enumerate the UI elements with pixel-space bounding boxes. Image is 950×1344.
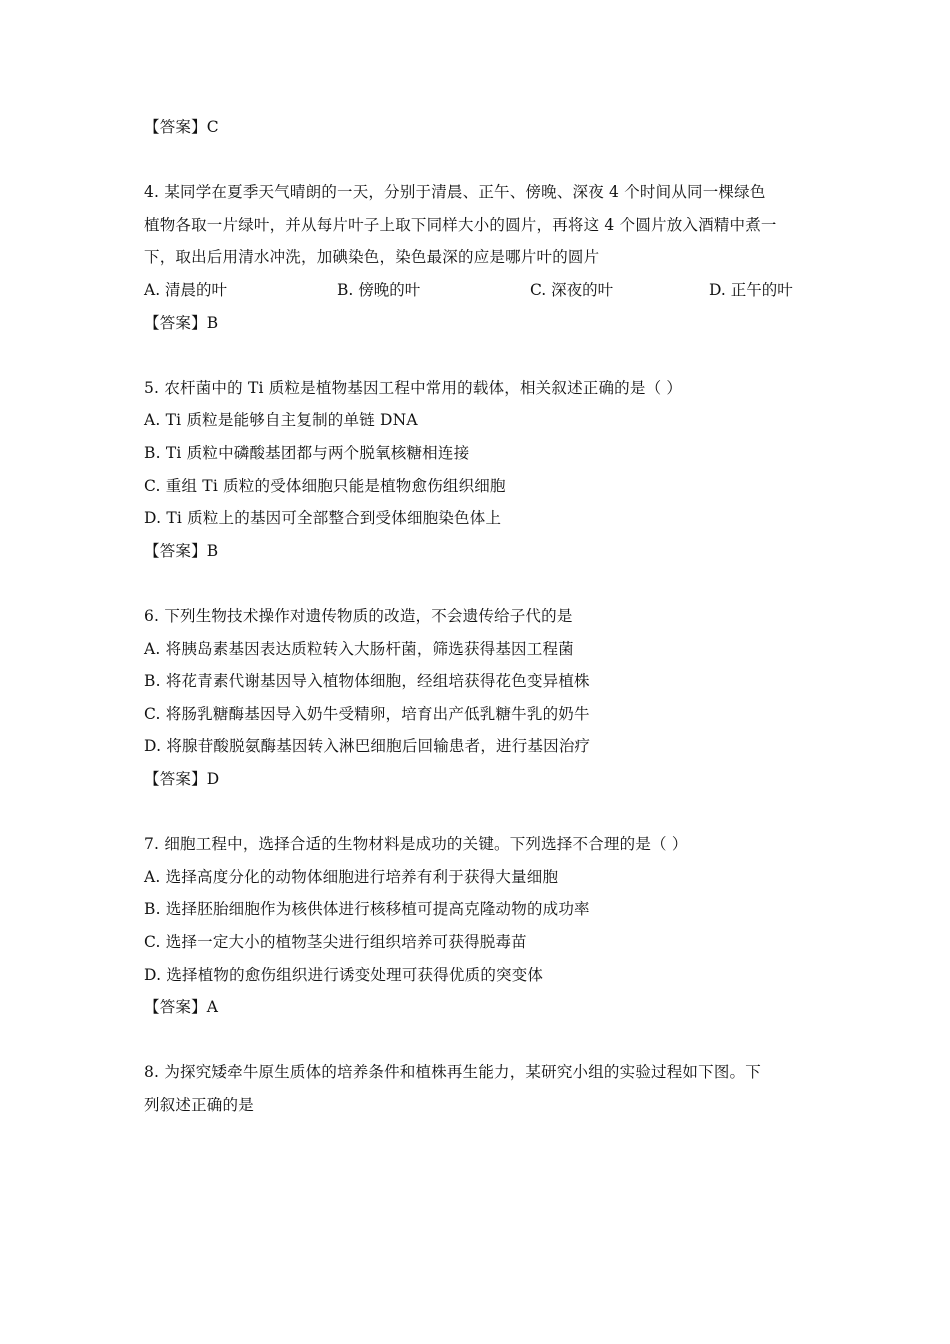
q5-option-d: D. Ti 质粒上的基因可全部整合到受体细胞染色体上 (144, 509, 502, 527)
q4-option-c: C. 深夜的叶 (530, 281, 614, 299)
q4-stem-line-2: 植物各取一片绿叶，并从每片叶子上取下同样大小的圆片，再将这 4 个圆片放入酒精中煮一 (144, 216, 777, 234)
answer-q5: 【答案】B (144, 542, 219, 560)
q5-option-b: B. Ti 质粒中磷酸基团都与两个脱氧核糖相连接 (144, 444, 470, 462)
q4-stem-line-1: 4. 某同学在夏季天气晴朗的一天，分别于清晨、正午、傍晚、深夜 4 个时间从同一棵绿色 (144, 183, 766, 201)
q4-option-b: B. 傍晚的叶 (337, 281, 421, 299)
q5-stem: 5. 农杆菌中的 Ti 质粒是植物基因工程中常用的载体，相关叙述正确的是（ ） (144, 379, 683, 397)
q4-option-d: D. 正午的叶 (709, 281, 793, 299)
q7-option-d: D. 选择植物的愈伤组织进行诱变处理可获得优质的突变体 (144, 966, 544, 984)
q6-option-c: C. 将肠乳糖酶基因导入奶牛受精卵，培育出产低乳糖牛乳的奶牛 (144, 705, 590, 723)
q7-option-a: A. 选择高度分化的动物体细胞进行培养有利于获得大量细胞 (144, 868, 559, 886)
q6-option-d: D. 将腺苷酸脱氨酶基因转入淋巴细胞后回输患者，进行基因治疗 (144, 737, 591, 755)
answer-q7: 【答案】A (144, 998, 219, 1016)
answer-q6: 【答案】D (144, 770, 220, 788)
q7-stem: 7. 细胞工程中，选择合适的生物材料是成功的关键。下列选择不合理的是（ ） (144, 835, 688, 853)
q8-stem-line-2: 列叙述正确的是 (144, 1096, 254, 1114)
q5-option-c: C. 重组 Ti 质粒的受体细胞只能是植物愈伤组织细胞 (144, 477, 506, 495)
q8-stem-line-1: 8. 为探究矮牵牛原生质体的培养条件和植株再生能力，某研究小组的实验过程如下图。下 (144, 1063, 761, 1081)
q6-option-a: A. 将胰岛素基因表达质粒转入大肠杆菌，筛选获得基因工程菌 (144, 640, 574, 658)
q6-stem: 6. 下列生物技术操作对遗传物质的改造，不会遗传给子代的是 (144, 607, 573, 625)
q7-option-b: B. 选择胚胎细胞作为核供体进行核移植可提高克隆动物的成功率 (144, 900, 590, 918)
q4-option-a: A. 清晨的叶 (144, 281, 228, 299)
answer-q4: 【答案】B (144, 314, 219, 332)
q4-stem-line-3: 下，取出后用清水冲洗，加碘染色，染色最深的应是哪片叶的圆片 (144, 248, 600, 266)
q5-option-a: A. Ti 质粒是能够自主复制的单链 DNA (144, 411, 418, 429)
answer-q3: 【答案】C (144, 118, 219, 136)
q6-option-b: B. 将花青素代谢基因导入植物体细胞，经组培获得花色变异植株 (144, 672, 590, 690)
q7-option-c: C. 选择一定大小的植物茎尖进行组织培养可获得脱毒苗 (144, 933, 527, 951)
